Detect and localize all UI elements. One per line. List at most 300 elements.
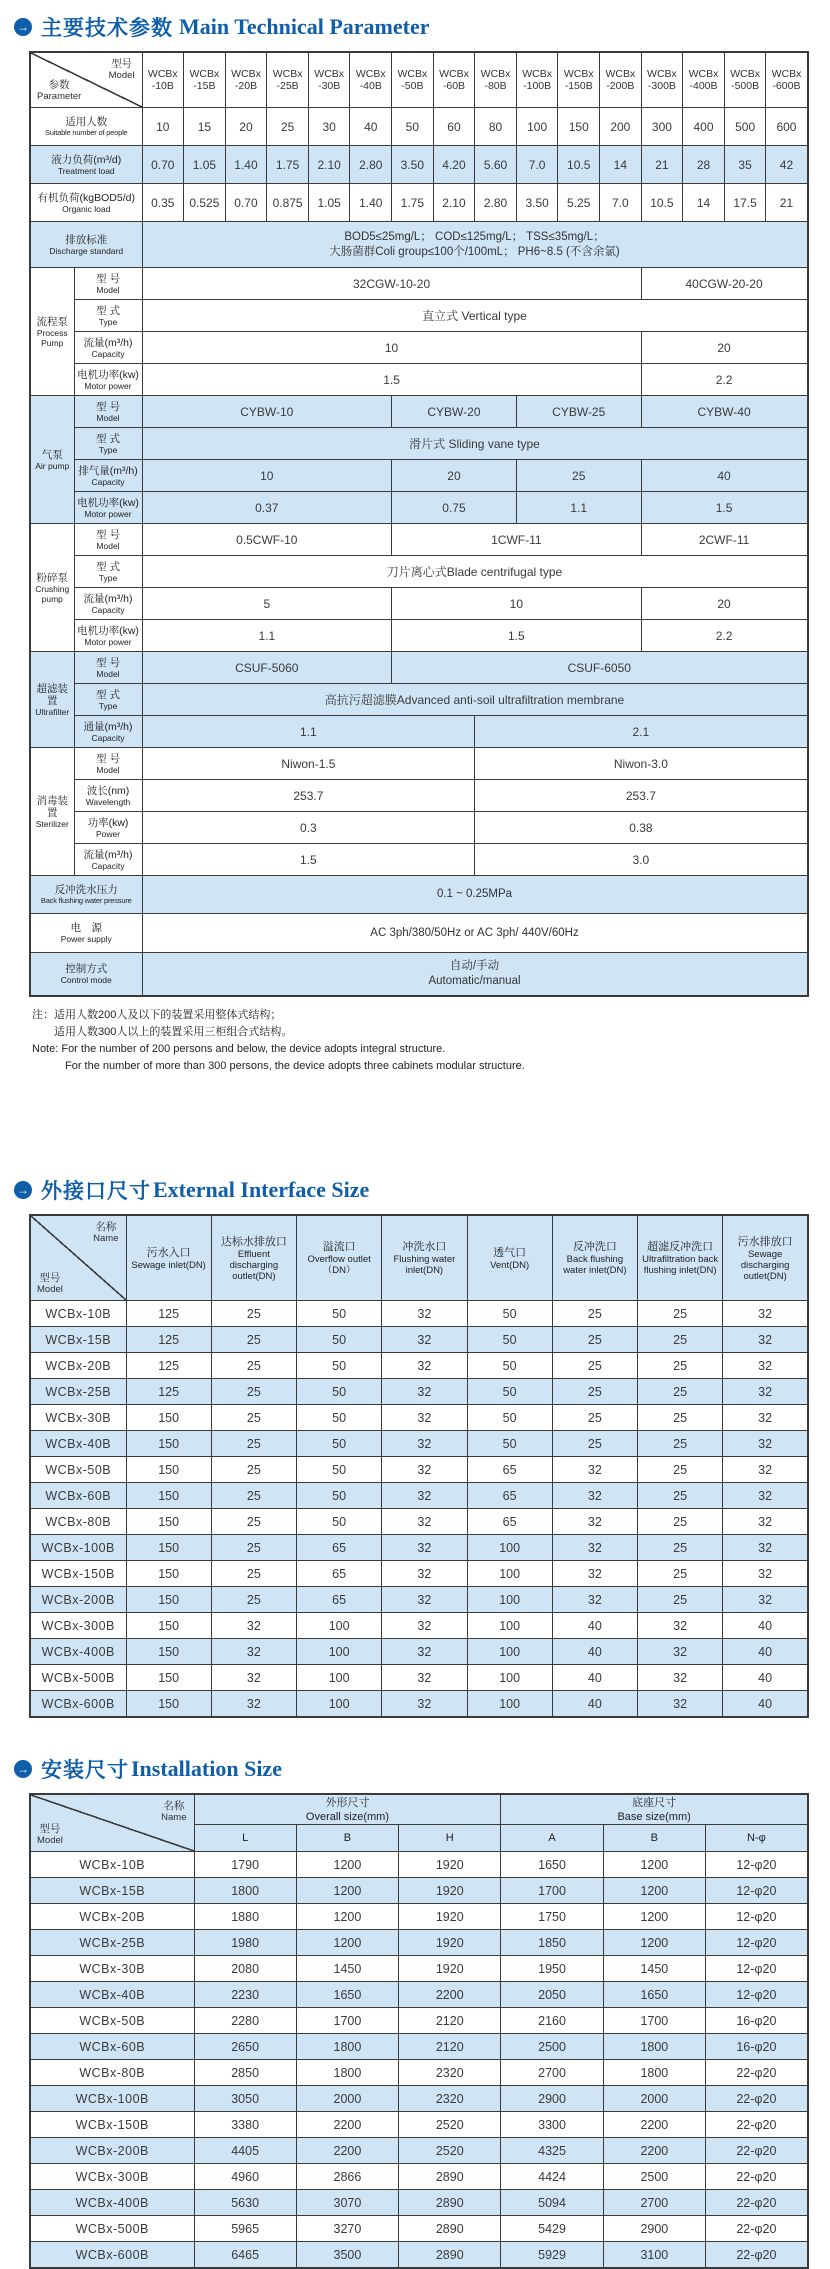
- value-cell: 2700: [501, 2060, 603, 2086]
- value-cell: 32CGW-10-20: [142, 268, 641, 300]
- dimension-header: A: [501, 1825, 603, 1852]
- arrow-circle-icon: →: [14, 1760, 32, 1778]
- corner-top-zh: 型号: [111, 58, 133, 70]
- value-cell: 32: [723, 1535, 808, 1561]
- model-header-cell: [558, 52, 600, 108]
- value-cell: 22-φ20: [706, 2138, 808, 2164]
- value-cell: 1200: [296, 1878, 398, 1904]
- model-cell: WCBx-40B: [30, 1982, 194, 2008]
- value-cell: 1800: [603, 2060, 705, 2086]
- value-cell: 0.35: [142, 184, 184, 222]
- column-header: [467, 1215, 552, 1301]
- value-cell: 2700: [603, 2190, 705, 2216]
- value-cell: 32: [723, 1509, 808, 1535]
- main-parameter-title-en: Main Technical Parameter: [179, 14, 430, 39]
- value-cell: 40: [641, 460, 807, 492]
- cell-text: Effluent discharging outlet(DN): [229, 1248, 279, 1282]
- value-cell: 25: [638, 1457, 723, 1483]
- value-cell: 4325: [501, 2138, 603, 2164]
- table-row: [30, 1535, 808, 1561]
- model-cell: WCBx-25B: [30, 1930, 194, 1956]
- cell-text: 排气量(m³/h): [78, 464, 138, 477]
- corner-top-label: [93, 1221, 118, 1244]
- model-cell: WCBx-100B: [30, 2086, 194, 2112]
- model-cell: WCBx-30B: [30, 1956, 194, 1982]
- value-cell: 1200: [603, 1852, 705, 1878]
- value-cell: 3500: [296, 2242, 398, 2269]
- value-cell: 32: [723, 1587, 808, 1613]
- group-row: [30, 684, 808, 716]
- value-cell: 20: [392, 460, 517, 492]
- value-cell: 40: [723, 1665, 808, 1691]
- sub-row-label: [74, 812, 142, 844]
- value-cell: 50: [297, 1509, 382, 1535]
- model-cell: WCBx-400B: [30, 1639, 126, 1665]
- sub-row-label: [74, 332, 142, 364]
- model-cell: WCBx-300B: [30, 2164, 194, 2190]
- value-cell: 22-φ20: [706, 2086, 808, 2112]
- value-cell: 32: [382, 1327, 467, 1353]
- cell-text: -15B: [193, 80, 216, 92]
- value-cell: [142, 876, 808, 914]
- value-cell: 1450: [296, 1956, 398, 1982]
- group-row: [30, 332, 808, 364]
- value-cell: 2900: [501, 2086, 603, 2112]
- cell-text: Capacity: [91, 348, 125, 359]
- cell-text: 粉碎泵: [36, 571, 68, 584]
- cell-text: 超滤装置: [36, 682, 68, 707]
- value-cell: 100: [467, 1639, 552, 1665]
- sub-row-label: [74, 844, 142, 876]
- value-cell: 7.0: [516, 146, 558, 184]
- value-cell: 1750: [501, 1904, 603, 1930]
- model-cell: WCBx-15B: [30, 1878, 194, 1904]
- value-cell: [142, 953, 808, 997]
- group-row: [30, 780, 808, 812]
- corner-top-en: Model: [108, 70, 135, 81]
- value-cell: 2230: [194, 1982, 296, 2008]
- table-row: [30, 2138, 808, 2164]
- model-header-cell: [392, 52, 434, 108]
- note-line: 适用人数300人以上的装置采用三柜组合式结构。: [32, 1026, 293, 1038]
- value-cell: 65: [297, 1587, 382, 1613]
- cell-text: Sewage inlet(DN): [131, 1259, 206, 1271]
- value-cell: 32: [552, 1561, 637, 1587]
- cell-text: -500B: [731, 80, 760, 92]
- dimension-header: L: [194, 1825, 296, 1852]
- model-header-cell: [724, 52, 766, 108]
- value-cell: 50: [297, 1483, 382, 1509]
- value-cell: 1800: [296, 2060, 398, 2086]
- value-cell: 1.1: [142, 620, 392, 652]
- value-cell: 1.5: [142, 364, 641, 396]
- value-cell: 125: [126, 1327, 211, 1353]
- value-cell: 5965: [194, 2216, 296, 2242]
- value-cell: 50: [467, 1405, 552, 1431]
- value-cell: 2890: [399, 2164, 501, 2190]
- cell-text: Overall size(mm): [305, 1810, 390, 1823]
- value-cell: 22-φ20: [706, 2242, 808, 2269]
- value-cell: 14: [683, 184, 725, 222]
- value-cell: 25: [267, 108, 309, 146]
- corner-bottom-zh: 型号: [39, 1823, 61, 1835]
- cell-text: Flushing water inlet(DN): [393, 1254, 456, 1276]
- value-cell: 32: [382, 1639, 467, 1665]
- value-cell: 65: [297, 1535, 382, 1561]
- table-row: [30, 1431, 808, 1457]
- model-cell: WCBx-50B: [30, 2008, 194, 2034]
- value-cell: 5.25: [558, 184, 600, 222]
- value-cell: 40: [552, 1613, 637, 1639]
- table-row: [30, 2190, 808, 2216]
- value-cell: 32: [552, 1483, 637, 1509]
- table-corner-header: [30, 1794, 194, 1852]
- value-cell: 0.875: [267, 184, 309, 222]
- value-cell: Niwon-1.5: [142, 748, 475, 780]
- value-cell: 500: [724, 108, 766, 146]
- value-cell: 1920: [399, 1956, 501, 1982]
- value-cell: 高抗污超滤膜Advanced anti-soil ultrafiltration membrane: [142, 684, 808, 716]
- table-row: [30, 2164, 808, 2190]
- cell-text: WCBx: [730, 68, 760, 80]
- value-cell: 40: [723, 1639, 808, 1665]
- section-gap: [14, 1718, 830, 1754]
- value-cell: 32: [723, 1301, 808, 1327]
- cell-text: Model: [96, 284, 120, 295]
- value-cell: 12-φ20: [706, 1904, 808, 1930]
- group-row: [30, 460, 808, 492]
- value-cell: 1.1: [142, 716, 475, 748]
- value-cell: 2890: [399, 2242, 501, 2269]
- value-cell: 16-φ20: [706, 2008, 808, 2034]
- group-label: [30, 524, 74, 652]
- value-cell: 2900: [603, 2216, 705, 2242]
- cell-text: 流量(m³/h): [83, 592, 133, 605]
- table-row: [30, 1457, 808, 1483]
- value-cell: 1650: [501, 1852, 603, 1878]
- value-cell: 1200: [603, 1904, 705, 1930]
- value-cell: 2.80: [350, 146, 392, 184]
- value-cell: 1800: [603, 2034, 705, 2060]
- group-row: [30, 812, 808, 844]
- value-cell: 32: [382, 1301, 467, 1327]
- cell-text: Motor power: [84, 380, 132, 391]
- value-cell: 2080: [194, 1956, 296, 1982]
- model-cell: WCBx-600B: [30, 2242, 194, 2269]
- model-cell: WCBx-10B: [30, 1852, 194, 1878]
- value-cell: 32: [723, 1379, 808, 1405]
- value-cell: 100: [467, 1535, 552, 1561]
- value-cell: 25: [211, 1587, 296, 1613]
- value-cell: 4.20: [433, 146, 475, 184]
- value-cell: 12-φ20: [706, 1930, 808, 1956]
- cell-text: WCBx: [231, 68, 261, 80]
- value-cell: 25: [638, 1587, 723, 1613]
- value-cell: 5094: [501, 2190, 603, 2216]
- note-line: 注：适用人数200人及以下的装置采用整体式结构；: [32, 1009, 282, 1021]
- cell-text: Model: [96, 668, 120, 679]
- value-cell: 1450: [603, 1956, 705, 1982]
- value-cell: 100: [516, 108, 558, 146]
- value-cell: 1920: [399, 1930, 501, 1956]
- value-cell: 150: [126, 1639, 211, 1665]
- value-cell: 25: [552, 1431, 637, 1457]
- column-header: [211, 1215, 296, 1301]
- value-cell: [142, 914, 808, 953]
- main-parameter-title: [14, 12, 830, 42]
- value-cell: 12-φ20: [706, 1852, 808, 1878]
- sub-row-label: [74, 524, 142, 556]
- value-cell: 1.40: [225, 146, 267, 184]
- value-cell: 1700: [501, 1878, 603, 1904]
- model-cell: WCBx-20B: [30, 1353, 126, 1379]
- cell-text: Type: [98, 444, 118, 455]
- model-header-cell: [225, 52, 267, 108]
- cell-text: Process Pump: [36, 327, 68, 348]
- cell-text: Control mode: [60, 975, 112, 985]
- value-cell: 3.50: [516, 184, 558, 222]
- value-cell: 0.70: [225, 184, 267, 222]
- cell-text: 透气口: [493, 1246, 527, 1259]
- value-cell: 32: [382, 1431, 467, 1457]
- value-cell: 6465: [194, 2242, 296, 2269]
- value-cell: 50: [467, 1301, 552, 1327]
- model-cell: WCBx-200B: [30, 1587, 126, 1613]
- dimension-header: B: [603, 1825, 705, 1852]
- table-row: [30, 1301, 808, 1327]
- installation-size-table: [29, 1793, 809, 2269]
- value-cell: 1650: [603, 1982, 705, 2008]
- row-label: [30, 222, 142, 268]
- value-cell: 1200: [296, 1904, 398, 1930]
- value-cell: 3300: [501, 2112, 603, 2138]
- value-cell: 150: [126, 1509, 211, 1535]
- cell-text: Sterilizer: [35, 818, 69, 829]
- value-cell: 100: [467, 1691, 552, 1718]
- model-header-cell: [516, 52, 558, 108]
- value-cell: 32: [552, 1535, 637, 1561]
- parameter-row: [30, 184, 808, 222]
- parameter-row: [30, 953, 808, 997]
- value-cell: 10.5: [558, 146, 600, 184]
- value-cell: 150: [126, 1483, 211, 1509]
- installation-size-title: [14, 1754, 830, 1784]
- value-cell: 150: [126, 1535, 211, 1561]
- installation-size-title-zh: 安装尺寸: [41, 1759, 129, 1782]
- cell-text: 电 源: [70, 922, 102, 934]
- cell-text: 污水入口: [146, 1246, 191, 1259]
- value-cell: 2320: [399, 2060, 501, 2086]
- cell-text: -100B: [523, 80, 552, 92]
- value-cell: 1200: [296, 1852, 398, 1878]
- model-header-cell: [683, 52, 725, 108]
- sub-row-label: [74, 588, 142, 620]
- cell-text: Type: [98, 572, 118, 583]
- value-cell: 5929: [501, 2242, 603, 2269]
- value-cell: 2200: [603, 2112, 705, 2138]
- value-cell: 32: [638, 1639, 723, 1665]
- value-cell: 25: [552, 1379, 637, 1405]
- value-cell: 10.5: [641, 184, 683, 222]
- value-cell: 1700: [296, 2008, 398, 2034]
- parameter-row: [30, 914, 808, 953]
- value-cell: 35: [724, 146, 766, 184]
- value-cell: 2.2: [641, 620, 807, 652]
- value-cell: 50: [297, 1457, 382, 1483]
- cell-text: 污水排放口: [737, 1235, 793, 1248]
- value-cell: CSUF-5060: [142, 652, 392, 684]
- cell-text: 型 式: [96, 304, 120, 317]
- corner-top-zh: 名称: [95, 1221, 117, 1233]
- value-cell: CYBW-10: [142, 396, 392, 428]
- model-cell: WCBx-20B: [30, 1904, 194, 1930]
- value-cell: 10: [392, 588, 642, 620]
- value-cell: 1800: [296, 2034, 398, 2060]
- value-cell: 22-φ20: [706, 2190, 808, 2216]
- sub-row-label: [74, 780, 142, 812]
- value-cell: 1920: [399, 1904, 501, 1930]
- value-cell: 150: [126, 1587, 211, 1613]
- cell-text: 型 号: [96, 656, 120, 669]
- value-cell: 150: [558, 108, 600, 146]
- sub-row-label: [74, 460, 142, 492]
- corner-top-en: Name: [93, 1233, 119, 1244]
- model-cell: WCBx-30B: [30, 1405, 126, 1431]
- corner-bottom-en: Model: [37, 1835, 63, 1846]
- value-cell: 50: [297, 1301, 382, 1327]
- value-cell: 1.05: [184, 146, 226, 184]
- value-cell: 22-φ20: [706, 2112, 808, 2138]
- value-cell: 600: [766, 108, 808, 146]
- value-cell: 2866: [296, 2164, 398, 2190]
- value-cell: 32: [211, 1613, 296, 1639]
- group-header: [194, 1794, 501, 1825]
- cell-text: 达标水排放口: [220, 1235, 287, 1248]
- cell-text: -30B: [318, 80, 341, 92]
- value-cell: 32: [382, 1379, 467, 1405]
- cell-text: Capacity: [91, 732, 125, 743]
- group-row: [30, 588, 808, 620]
- cell-text: WCBx: [605, 68, 636, 80]
- value-cell: 32: [723, 1431, 808, 1457]
- installation-size-table-holder: [14, 1793, 830, 2269]
- cell-text: Ultrafiltration back flushing inlet(DN): [642, 1254, 719, 1276]
- value-cell: 32: [211, 1691, 296, 1718]
- cell-text: -60B: [442, 80, 466, 92]
- value-cell: 1920: [399, 1852, 501, 1878]
- value-cell: 100: [467, 1665, 552, 1691]
- discharge-standard-row: [30, 222, 808, 268]
- group-label: [30, 748, 74, 876]
- value-cell: 100: [297, 1613, 382, 1639]
- value-cell: 3270: [296, 2216, 398, 2242]
- discharge-standard-value: [142, 222, 808, 268]
- value-cell: 25: [211, 1561, 296, 1587]
- corner-bottom-label: [37, 79, 81, 102]
- cell-text: 流量(m³/h): [83, 336, 133, 349]
- value-cell: 1790: [194, 1852, 296, 1878]
- column-header: [552, 1215, 637, 1301]
- header-row-groups: [30, 1794, 808, 1825]
- value-cell: 2890: [399, 2216, 501, 2242]
- row-label: [30, 108, 142, 146]
- value-cell: 32: [382, 1405, 467, 1431]
- model-cell: WCBx-500B: [30, 2216, 194, 2242]
- cell-text: WCBx: [397, 68, 428, 80]
- cell-text: 消毒装置: [36, 794, 68, 819]
- value-cell: CYBW-20: [392, 396, 517, 428]
- group-label: [30, 396, 74, 524]
- value-cell: 3100: [603, 2242, 705, 2269]
- cell-text: 通量(m³/h): [83, 720, 133, 733]
- cell-text: Automatic/manual: [428, 975, 521, 987]
- value-cell: 1.5: [641, 492, 807, 524]
- value-cell: CYBW-40: [641, 396, 807, 428]
- value-cell: 25: [211, 1483, 296, 1509]
- value-cell: 40CGW-20-20: [641, 268, 807, 300]
- corner-top-zh: 名称: [163, 1800, 185, 1812]
- corner-bottom-label: [37, 1272, 63, 1295]
- cell-text: WCBx: [563, 68, 594, 80]
- value-cell: 150: [126, 1691, 211, 1718]
- table-corner-header: [30, 52, 142, 108]
- column-header: [638, 1215, 723, 1301]
- value-cell: 0.38: [475, 812, 808, 844]
- main-technical-parameter-table: [29, 51, 809, 997]
- value-cell: 3380: [194, 2112, 296, 2138]
- value-cell: 30: [308, 108, 350, 146]
- value-cell: 10: [142, 332, 641, 364]
- cell-text: Model: [96, 412, 120, 423]
- cell-text: 流程泵: [36, 315, 68, 328]
- parameter-row: [30, 876, 808, 914]
- cell-text: 控制方式: [65, 963, 108, 975]
- value-cell: 5630: [194, 2190, 296, 2216]
- cell-text: -10B: [151, 80, 174, 92]
- value-cell: 14: [600, 146, 642, 184]
- value-cell: 2CWF-11: [641, 524, 807, 556]
- value-cell: 65: [467, 1457, 552, 1483]
- cell-text: 适用人数: [65, 115, 108, 128]
- cell-text: -150B: [564, 80, 593, 92]
- model-cell: WCBx-50B: [30, 1457, 126, 1483]
- model-cell: WCBx-60B: [30, 2034, 194, 2060]
- value-cell: 25: [638, 1431, 723, 1457]
- table-row: [30, 1691, 808, 1718]
- group-row: [30, 268, 808, 300]
- value-cell: 3.50: [392, 146, 434, 184]
- cell-text: WCBx: [147, 68, 178, 80]
- value-cell: 32: [552, 1457, 637, 1483]
- section-gap: [14, 1075, 830, 1175]
- interface-size-table-holder: [14, 1214, 830, 1718]
- column-header: [382, 1215, 467, 1301]
- corner-bottom-en: Parameter: [37, 91, 82, 102]
- value-cell: 0.37: [142, 492, 392, 524]
- corner-top-label: [161, 1800, 186, 1823]
- header-row: [30, 52, 808, 108]
- sub-row-label: [74, 492, 142, 524]
- value-cell: 0.3: [142, 812, 475, 844]
- value-cell: 2120: [399, 2034, 501, 2060]
- cell-text: 波长(nm): [86, 784, 130, 797]
- model-cell: WCBx-400B: [30, 2190, 194, 2216]
- table-corner-header: [30, 1215, 126, 1301]
- value-cell: 2320: [399, 2086, 501, 2112]
- table-row: [30, 2008, 808, 2034]
- cell-text: AC 3ph/380/50Hz or AC 3ph/ 440V/60Hz: [370, 926, 579, 939]
- row-label: [30, 914, 142, 953]
